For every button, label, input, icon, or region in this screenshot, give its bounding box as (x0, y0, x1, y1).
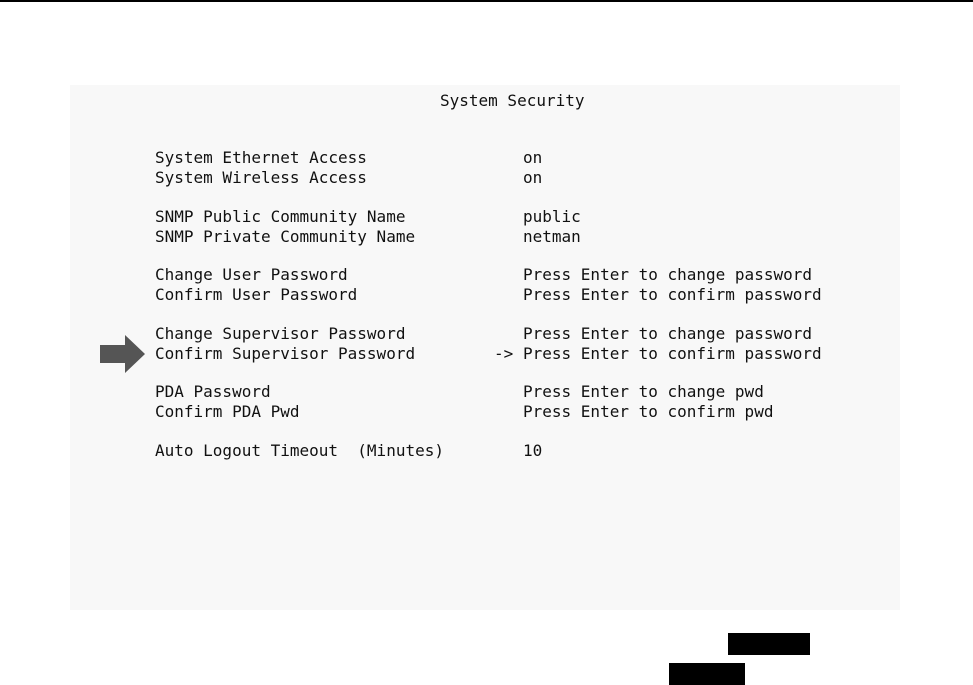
menu-row-confirm-user-password[interactable] (70, 285, 900, 305)
screen-title: System Security (440, 91, 585, 110)
row-value: Press Enter to confirm password (523, 285, 822, 304)
terminal-screen (70, 85, 900, 610)
menu-row-confirm-supervisor-password[interactable] (70, 344, 900, 364)
redaction-box (669, 663, 745, 685)
row-label: System Ethernet Access (155, 148, 367, 167)
row-label: Confirm User Password (155, 285, 358, 304)
redaction-box (728, 633, 810, 655)
cursor-marker: -> (494, 344, 514, 363)
menu-row-change-supervisor-password[interactable] (70, 324, 900, 344)
right-arrow-icon (100, 335, 145, 373)
row-value: Press Enter to change pwd (523, 382, 764, 401)
menu-row-auto-logout-timeout[interactable] (70, 441, 900, 461)
menu-row-snmp-private[interactable] (70, 227, 900, 247)
row-label: Auto Logout Timeout (Minutes) (155, 441, 444, 460)
row-value: Press Enter to confirm password (523, 344, 822, 363)
row-label: SNMP Private Community Name (155, 227, 416, 246)
menu-row-snmp-public[interactable] (70, 207, 900, 227)
row-value: netman (523, 227, 581, 246)
menu-row-pda-password[interactable] (70, 382, 900, 402)
row-value: Press Enter to change password (523, 265, 812, 284)
top-rule (0, 0, 973, 2)
row-label: Confirm Supervisor Password (155, 344, 416, 363)
row-value: Press Enter to confirm pwd (523, 402, 774, 421)
row-label: System Wireless Access (155, 168, 367, 187)
row-label: SNMP Public Community Name (155, 207, 406, 226)
row-value: Press Enter to change password (523, 324, 812, 343)
row-value: 10 (523, 441, 543, 460)
row-value: public (523, 207, 581, 226)
row-label: Change Supervisor Password (155, 324, 406, 343)
row-label: Change User Password (155, 265, 348, 284)
menu-row-wireless-access[interactable] (70, 168, 900, 188)
row-label: Confirm PDA Pwd (155, 402, 300, 421)
menu-row-ethernet-access[interactable] (70, 148, 900, 168)
right-arrow-shape (100, 335, 145, 373)
menu-row-change-user-password[interactable] (70, 265, 900, 285)
row-label: PDA Password (155, 382, 271, 401)
row-value: on (523, 148, 543, 167)
row-value: on (523, 168, 543, 187)
menu-row-confirm-pda-pwd[interactable] (70, 402, 900, 422)
